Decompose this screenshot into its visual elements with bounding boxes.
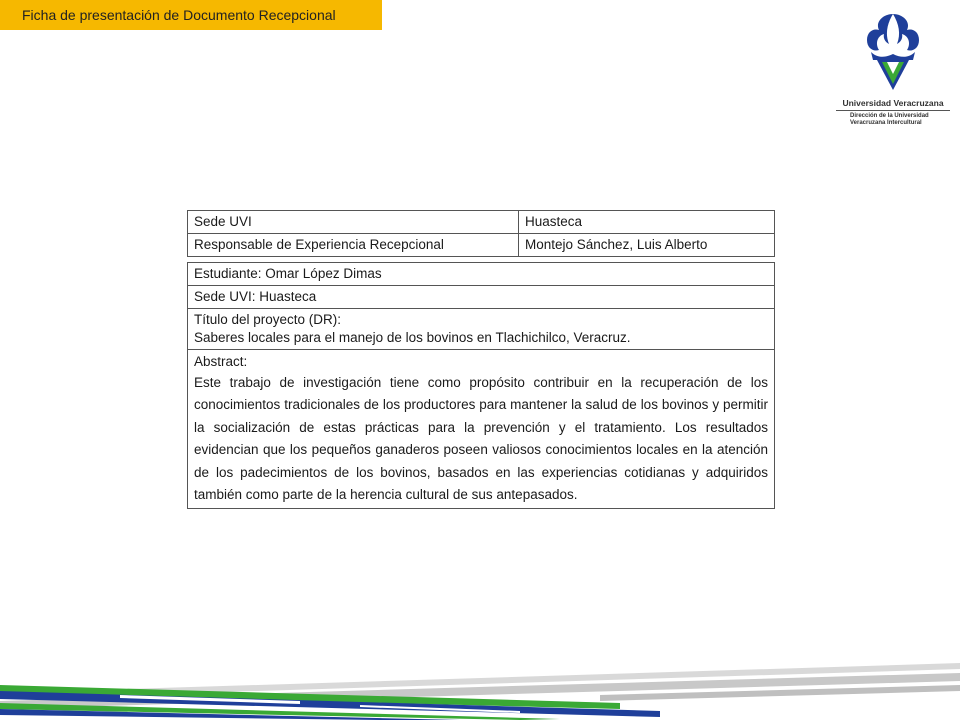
table-row <box>188 234 775 257</box>
university-logo <box>836 12 950 132</box>
abstract-text: Este trabajo de investigación tiene como propósito contribuir en la recuperación de los conocimientos tradicionales de los productores para mantener la salud de los bovinos y permitir la socialización de estas prácticas para la prevención y el tratamiento. Los resultados evidencian que los pequeños ganaderos poseen valiosos conocimientos locales en la atención de los padecimientos de los bovinos, basados en las experiencias cotidianas y adquiridos también como parte de la herencia cultural de sus antepasados. <box>194 375 768 503</box>
fleur-de-lis-icon <box>863 12 923 96</box>
sede-cell: Sede UVI: Huasteca <box>188 286 775 309</box>
table-row <box>188 350 775 509</box>
project-title-value: Saberes locales para el manejo de los bovinos en Tlachichilco, Veracruz. <box>194 330 631 345</box>
table-row <box>188 211 775 234</box>
responsable-value: Montejo Sánchez, Luis Alberto <box>519 234 775 257</box>
abstract-label: Abstract: <box>194 354 248 369</box>
responsable-label: Responsable de Experiencia Recepcional <box>188 234 519 257</box>
document-title: Ficha de presentación de Documento Recepcional <box>0 0 382 30</box>
info-table <box>187 210 775 257</box>
details-table <box>187 262 775 509</box>
table-row <box>188 263 775 286</box>
decorative-stripes <box>0 655 960 720</box>
sede-value: Huasteca <box>519 211 775 234</box>
table-row <box>188 286 775 309</box>
university-name: Universidad Veracruzana <box>836 98 950 111</box>
student-cell: Estudiante: Omar López Dimas <box>188 263 775 286</box>
project-title-label: Título del proyecto (DR): <box>194 312 342 327</box>
sede-label: Sede UVI <box>188 211 519 234</box>
university-subtitle: Dirección de la Universidad Veracruzana Intercultural <box>850 113 929 126</box>
abstract-cell <box>188 350 775 509</box>
table-row <box>188 309 775 350</box>
project-title-cell <box>188 309 775 350</box>
